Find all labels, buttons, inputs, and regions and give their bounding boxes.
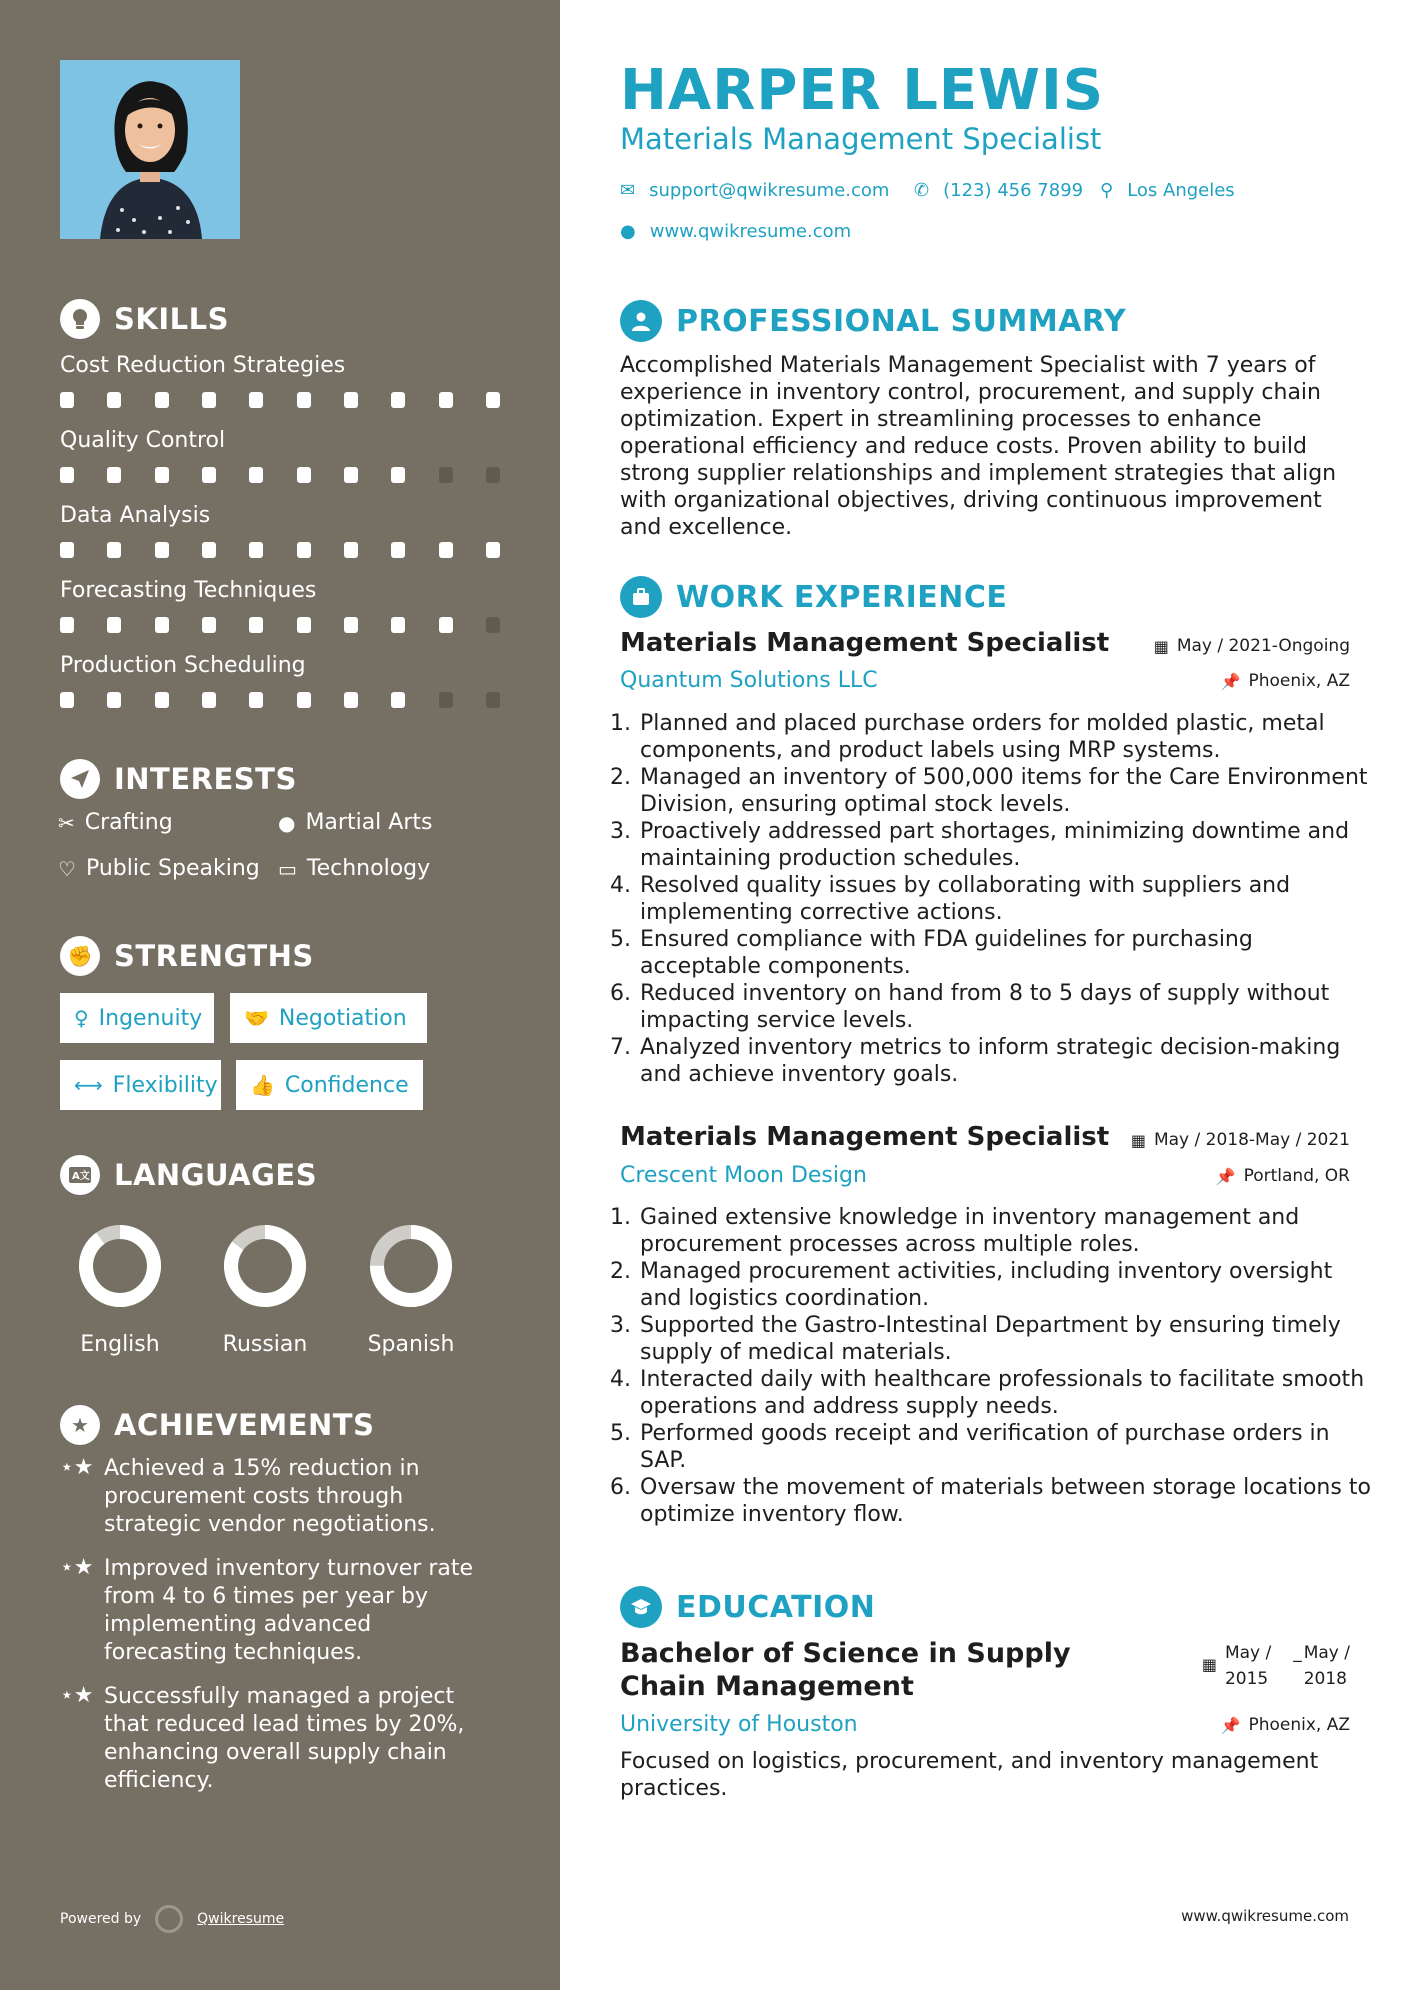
rating-dot-filled xyxy=(202,617,216,633)
rating-dot-filled xyxy=(344,542,358,558)
rating-dot-filled xyxy=(439,542,453,558)
job-title: Materials Management Specialist xyxy=(620,628,1110,658)
paper-plane-icon xyxy=(60,759,100,799)
rating-dot-filled xyxy=(60,617,74,633)
experience-heading xyxy=(620,576,1007,618)
rating-dot-filled xyxy=(486,542,500,558)
skill-name: Forecasting Techniques xyxy=(60,578,317,603)
job-dates xyxy=(1154,636,1350,656)
rating-dot-filled xyxy=(297,467,311,483)
job-title: Materials Management Specialist xyxy=(620,1122,1110,1152)
strength-tag xyxy=(60,993,214,1043)
skills-heading xyxy=(60,299,229,339)
skill-rating xyxy=(60,617,500,633)
achievement-item xyxy=(60,1555,500,1667)
language-item xyxy=(55,1222,185,1357)
website-text: www.qwikresume.com xyxy=(649,221,852,242)
rating-dot-filled xyxy=(249,617,263,633)
interest-item xyxy=(58,810,173,835)
star-icon: ⋆★ xyxy=(60,1555,94,1580)
pin-icon: 📌 xyxy=(1220,671,1241,691)
rating-dot-filled xyxy=(249,542,263,558)
map-pin-icon: ⚲ xyxy=(1100,180,1114,201)
job-dates-text: May / 2021-Ongoing xyxy=(1176,636,1350,656)
contact-website[interactable] xyxy=(620,221,851,242)
lightbulb-icon: ♀ xyxy=(74,1006,89,1030)
interest-item xyxy=(58,856,260,881)
education-start-month: May / xyxy=(1224,1643,1272,1663)
rating-dot-filled xyxy=(249,467,263,483)
rating-dot-filled xyxy=(391,692,405,708)
languages-title: LANGUAGES xyxy=(114,1158,318,1192)
star-icon: ⋆★ xyxy=(60,1455,94,1480)
rating-dot-filled xyxy=(344,392,358,408)
phone-icon: ✆ xyxy=(914,180,930,201)
job-location xyxy=(1216,1166,1350,1186)
rating-dot-filled xyxy=(344,617,358,633)
rating-dot-empty xyxy=(439,692,453,708)
interest-label: Crafting xyxy=(84,810,173,835)
rating-dot-empty xyxy=(486,617,500,633)
rating-dot-filled xyxy=(155,617,169,633)
svg-text:A文: A文 xyxy=(72,1171,90,1182)
email-text: support@qwikresume.com xyxy=(649,180,890,201)
rating-dot-filled xyxy=(202,467,216,483)
calendar-icon: ▦ xyxy=(1130,1130,1146,1150)
bullet-item: 1. Gained extensive knowledge in inventory management and procurement processes across multiple roles. xyxy=(638,1204,1378,1258)
rating-dot-filled xyxy=(60,392,74,408)
rating-dot-filled xyxy=(155,692,169,708)
rating-dot-filled xyxy=(439,617,453,633)
sidebar xyxy=(0,0,560,1990)
achievement-text: Achieved a 15% reduction in procurement costs through strategic vendor negotiations. xyxy=(104,1456,436,1537)
school-name: University of Houston xyxy=(620,1712,858,1737)
rating-dot-empty xyxy=(486,692,500,708)
phone-text: (123) 456 7899 xyxy=(943,180,1084,201)
rating-dot-filled xyxy=(60,542,74,558)
ring-fill xyxy=(86,1232,154,1300)
language-proficiency-ring xyxy=(221,1222,309,1310)
graduation-cap-icon xyxy=(620,1586,662,1628)
education-location xyxy=(1221,1715,1350,1735)
languages-heading xyxy=(60,1155,317,1195)
rating-dot-filled xyxy=(155,542,169,558)
envelope-icon: ✉ xyxy=(620,180,636,201)
strength-tag xyxy=(60,1060,221,1110)
rating-dot-filled xyxy=(297,692,311,708)
job-location-text: Phoenix, AZ xyxy=(1248,671,1350,691)
star-icon: ⋆★ xyxy=(60,1683,94,1708)
rating-dot-filled xyxy=(391,467,405,483)
bullet-item: 6. Reduced inventory on hand from 8 to 5 days of supply without impacting service levels. xyxy=(638,980,1378,1034)
bullet-item: 4. Interacted daily with healthcare professionals to facilitate smooth operations and address supply needs. xyxy=(638,1366,1378,1420)
rating-dot-filled xyxy=(391,542,405,558)
education-description: Focused on logistics, procurement, and inventory management practices. xyxy=(620,1749,1319,1801)
rating-dot-filled xyxy=(249,392,263,408)
rating-dot-filled xyxy=(155,467,169,483)
rating-dot-filled xyxy=(107,392,121,408)
rating-dot-empty xyxy=(486,467,500,483)
company-name: Quantum Solutions LLC xyxy=(620,668,878,693)
achievements-heading xyxy=(60,1405,374,1445)
language-proficiency-ring xyxy=(76,1222,164,1310)
contact-email[interactable] xyxy=(620,180,889,201)
rating-dot-filled xyxy=(439,392,453,408)
education-title: EDUCATION xyxy=(676,1589,876,1625)
handshake-icon: 🤝 xyxy=(244,1006,269,1030)
skill-rating xyxy=(60,542,500,558)
rating-dot-filled xyxy=(486,392,500,408)
interest-label: Public Speaking xyxy=(85,856,260,881)
language-item xyxy=(346,1222,476,1357)
rating-dot-filled xyxy=(107,542,121,558)
experience-title: WORK EXPERIENCE xyxy=(676,579,1008,615)
language-item xyxy=(200,1222,330,1357)
skill-name: Quality Control xyxy=(60,428,226,453)
bullet-item: 2. Managed procurement activities, including inventory oversight and logistics coordination. xyxy=(638,1258,1378,1312)
profile-photo xyxy=(60,60,240,239)
interest-label: Martial Arts xyxy=(305,810,433,835)
skill-name: Cost Reduction Strategies xyxy=(60,353,346,378)
powered-by xyxy=(60,1905,284,1933)
education-end-year: 2018 xyxy=(1303,1669,1347,1689)
globe-icon: ● xyxy=(278,810,296,835)
bullet-item: 2. Managed an inventory of 500,000 items for the Care Environment Division, ensuring optimal stock levels. xyxy=(638,764,1378,818)
education-dates xyxy=(1202,1640,1350,1692)
education-start-year: 2015 xyxy=(1224,1669,1269,1689)
candidate-name: HARPER LEWIS xyxy=(620,58,1105,123)
job-bullets xyxy=(620,710,1378,1088)
strengths-title: STRENGTHS xyxy=(114,939,314,973)
rating-dot-filled xyxy=(391,617,405,633)
bullet-item: 7. Analyzed inventory metrics to inform strategic decision-making and achieve inventory goals. xyxy=(638,1034,1378,1088)
skill-name: Production Scheduling xyxy=(60,653,306,678)
rating-dot-filled xyxy=(155,392,169,408)
achievement-item xyxy=(60,1683,500,1795)
rating-dot-empty xyxy=(439,467,453,483)
interests-title: INTERESTS xyxy=(114,762,297,796)
rating-dot-filled xyxy=(60,467,74,483)
bullet-item: 5. Performed goods receipt and verification of purchase orders in SAP. xyxy=(638,1420,1378,1474)
education-end-month: May / xyxy=(1303,1643,1350,1663)
job-location-text: Portland, OR xyxy=(1243,1166,1350,1186)
brand-link[interactable]: Qwikresume xyxy=(197,1911,285,1927)
education-location-text: Phoenix, AZ xyxy=(1248,1715,1350,1735)
skill-rating xyxy=(60,392,500,408)
strength-label: Flexibility xyxy=(112,1072,218,1098)
candidate-role: Materials Management Specialist xyxy=(620,122,1102,156)
contact-location xyxy=(1100,180,1235,201)
pin-icon: 📌 xyxy=(1215,1166,1236,1186)
skills-title: SKILLS xyxy=(114,302,229,336)
briefcase-icon xyxy=(620,576,662,618)
language-proficiency-ring xyxy=(367,1222,455,1310)
company-name: Crescent Moon Design xyxy=(620,1163,867,1188)
education-date-separator: _ xyxy=(1293,1643,1302,1663)
achievement-item xyxy=(60,1455,500,1539)
summary-text: Accomplished Materials Management Specialist with 7 years of experience in inventory control, procurement, and supply chain optimization. Expert in streamlining processes to enhance operational efficiency and reduce costs. Proven ability to build strong supplier relationships and implement strategies that align with organizational objectives, driving continuous improvement and excellence. xyxy=(620,353,1337,540)
achievements-title: ACHIEVEMENTS xyxy=(114,1408,375,1442)
language-name: Russian xyxy=(222,1332,308,1357)
rating-dot-filled xyxy=(344,467,358,483)
bullet-item: 5. Ensured compliance with FDA guidelines for purchasing acceptable components. xyxy=(638,926,1378,980)
skill-name: Data Analysis xyxy=(60,503,211,528)
education-heading xyxy=(620,1586,875,1628)
heartbeat-icon: ♡ xyxy=(58,856,76,881)
rating-dot-filled xyxy=(202,392,216,408)
skill-rating xyxy=(60,467,500,483)
globe-icon: ● xyxy=(620,221,636,242)
bullet-item: 6. Oversaw the movement of materials between storage locations to optimize inventory flow. xyxy=(638,1474,1378,1528)
strength-label: Ingenuity xyxy=(98,1005,203,1031)
language-name: Spanish xyxy=(367,1332,455,1357)
education-start xyxy=(1225,1640,1271,1692)
strength-tag xyxy=(236,1060,423,1110)
rating-dot-filled xyxy=(297,617,311,633)
contact-phone[interactable] xyxy=(914,180,1083,201)
rating-dot-filled xyxy=(249,692,263,708)
summary-title: PROFESSIONAL SUMMARY xyxy=(676,303,1127,339)
degree-title: Bachelor of Science in Supply Chain Management xyxy=(620,1638,1071,1702)
calendar-icon: ▦ xyxy=(1153,636,1169,656)
rating-dot-filled xyxy=(107,692,121,708)
bullet-item: 3. Supported the Gastro-Intestinal Department by ensuring timely supply of medical materials. xyxy=(638,1312,1378,1366)
rating-dot-filled xyxy=(297,392,311,408)
job-location xyxy=(1221,671,1350,691)
language-name: English xyxy=(80,1332,160,1357)
interest-item xyxy=(278,810,432,835)
strength-label: Confidence xyxy=(284,1072,409,1098)
interest-item xyxy=(278,856,430,881)
skill-item xyxy=(60,353,500,408)
rating-dot-filled xyxy=(297,542,311,558)
achievement-text: Successfully managed a project that reduced lead times by 20%, enhancing overall supply chain efficiency. xyxy=(104,1684,465,1793)
user-icon xyxy=(620,300,662,342)
job-bullets xyxy=(620,1204,1378,1528)
thumbs-up-icon: 👍 xyxy=(250,1073,275,1097)
education-end xyxy=(1304,1640,1350,1692)
rating-dot-filled xyxy=(202,692,216,708)
interests-heading xyxy=(60,759,297,799)
strength-label: Negotiation xyxy=(278,1005,407,1031)
rating-dot-filled xyxy=(107,617,121,633)
rating-dot-filled xyxy=(60,692,74,708)
skill-item xyxy=(60,653,500,708)
summary-heading xyxy=(620,300,1126,342)
job-dates xyxy=(1131,1130,1350,1150)
bullet-item: 4. Resolved quality issues by collaborating with suppliers and implementing corrective actions. xyxy=(638,872,1378,926)
skill-item xyxy=(60,503,500,558)
bullet-item: 3. Proactively addressed part shortages, minimizing downtime and maintaining production schedules. xyxy=(638,818,1378,872)
translate-icon xyxy=(60,1155,100,1195)
skill-item xyxy=(60,578,500,633)
fist-icon: ✊ xyxy=(60,936,100,976)
location-text: Los Angeles xyxy=(1127,180,1235,201)
achievement-text: Improved inventory turnover rate from 4 to 6 times per year by implementing advanced forecasting techniques. xyxy=(104,1556,474,1665)
rating-dot-filled xyxy=(202,542,216,558)
rating-dot-filled xyxy=(344,692,358,708)
star-badge-icon: ★ xyxy=(60,1405,100,1445)
rating-dot-filled xyxy=(107,467,121,483)
powered-by-label: Powered by xyxy=(60,1911,142,1927)
pin-icon: 📌 xyxy=(1220,1715,1241,1735)
laptop-icon: ▭ xyxy=(278,856,297,881)
job-dates-text: May / 2018-May / 2021 xyxy=(1153,1130,1350,1150)
bullet-item: 1. Planned and placed purchase orders for molded plastic, metal components, and product labels using MRP systems. xyxy=(638,710,1378,764)
skill-rating xyxy=(60,692,500,708)
skill-item xyxy=(60,428,500,483)
calendar-icon: ▦ xyxy=(1201,1655,1217,1674)
rating-dot-filled xyxy=(391,392,405,408)
strength-tag xyxy=(230,993,427,1043)
lightbulb-icon xyxy=(60,299,100,339)
qwikresume-logo-icon xyxy=(155,1905,183,1933)
arrows-horizontal-icon: ⟷ xyxy=(74,1073,103,1097)
interest-label: Technology xyxy=(306,856,431,881)
footer-url[interactable]: www.qwikresume.com xyxy=(1181,1907,1349,1925)
strengths-heading xyxy=(60,936,314,976)
main-content xyxy=(620,0,1371,1990)
scissors-icon: ✂ xyxy=(58,810,75,835)
